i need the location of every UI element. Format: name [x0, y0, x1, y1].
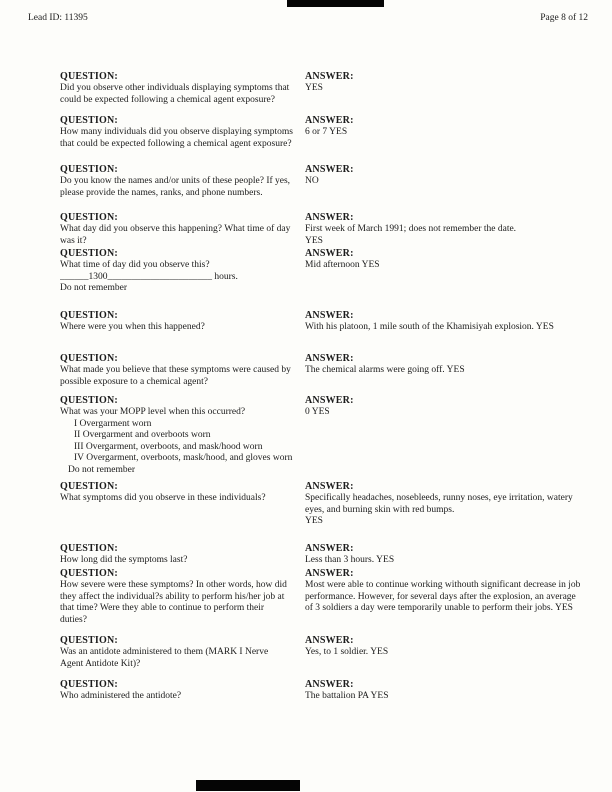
qa-block-13	[60, 679, 584, 703]
answer-text: Yes, to 1 soldier. YES	[305, 647, 389, 657]
question-text: What symptoms did you observe in these individuals?	[60, 493, 266, 503]
mopp-option-1: I Overgarment worn	[74, 418, 152, 429]
question-column	[60, 71, 305, 106]
answer-column	[305, 115, 584, 139]
answer-label: ANSWER:	[305, 679, 354, 690]
answer-label: ANSWER:	[305, 353, 354, 364]
qa-block-8	[60, 395, 584, 476]
answer-text: 0 YES	[305, 407, 330, 417]
question-label: QUESTION:	[60, 248, 118, 259]
answer-label: ANSWER:	[305, 568, 354, 579]
scan-artifact-bottom-bar	[196, 780, 300, 791]
question-label: QUESTION:	[60, 395, 118, 406]
question-text: Where were you when this happened?	[60, 321, 205, 332]
answer-column	[305, 679, 584, 703]
do-not-remember-note: Do not remember	[60, 283, 128, 293]
question-text: How severe were these symptoms? In other words, how did they affect the individual?s ability to perform his/her job at that time? Were they able to continue to perform their duties?	[60, 580, 287, 625]
question-label: QUESTION:	[60, 635, 118, 646]
answer-label: ANSWER:	[305, 635, 354, 646]
answer-label: ANSWER:	[305, 395, 354, 406]
answer-text: The chemical alarms were going off. YES	[305, 365, 465, 375]
answer-text: With his platoon, 1 mile south of the Khamisiyah explosion. YES	[305, 321, 554, 332]
lead-id: Lead ID: 11395	[28, 13, 88, 23]
question-column	[60, 248, 305, 295]
qa-block-4	[60, 212, 584, 247]
answer-column	[305, 481, 584, 528]
qa-content	[60, 71, 584, 703]
answer-text-line2: YES	[305, 235, 323, 246]
answer-label: ANSWER:	[305, 164, 354, 175]
qa-block-2	[60, 115, 584, 150]
answer-column	[305, 310, 584, 334]
question-label: QUESTION:	[60, 353, 118, 364]
question-column	[60, 353, 305, 388]
qa-block-1	[60, 71, 584, 106]
question-text: Was an antidote administered to them (MARK I Nerve Agent Antidote Kit)?	[60, 647, 269, 669]
question-column	[60, 164, 305, 199]
question-label: QUESTION:	[60, 568, 118, 579]
question-label: QUESTION:	[60, 309, 118, 321]
question-text: What day did you observe this happening? What time of day was it?	[60, 224, 291, 246]
qa-block-12	[60, 635, 584, 670]
question-label: QUESTION:	[60, 212, 118, 223]
answer-text: Most were able to continue working withouth significant decrease in job performance. However, for several days after the explosion, an average of 3 soldiers a day were temporarily unable to perform their jobs. YES	[305, 580, 581, 613]
answer-label: ANSWER:	[305, 71, 354, 82]
scan-artifact-top-bar	[287, 0, 384, 7]
question-column	[60, 635, 305, 670]
do-not-remember-note: Do not remember	[68, 464, 136, 475]
question-label: QUESTION:	[60, 679, 118, 690]
qa-block-11	[60, 568, 584, 626]
answer-label: ANSWER:	[305, 542, 354, 554]
question-column	[60, 568, 305, 626]
answer-column	[305, 71, 584, 95]
answer-text: Mid afternoon YES	[305, 260, 380, 270]
mopp-option-2: II Overgarment and overboots worn	[74, 430, 211, 440]
answer-column	[305, 635, 584, 659]
mopp-option-3: III Overgarment, overboots, and mask/hood worn	[74, 441, 263, 452]
answer-column	[305, 568, 584, 615]
question-text: What was your MOPP level when this occurred?	[60, 407, 246, 417]
question-label: QUESTION:	[60, 164, 118, 175]
question-label: QUESTION:	[60, 542, 118, 554]
answer-label: ANSWER:	[305, 481, 354, 492]
answer-column	[305, 353, 584, 377]
answer-column	[305, 543, 584, 567]
question-column	[60, 481, 305, 505]
time-fill-in-line: ______1300______________________ hours.	[60, 271, 238, 282]
answer-label: ANSWER:	[305, 248, 354, 259]
mopp-option-4: IV Overgarment, overboots, mask/hood, and gloves worn	[74, 453, 293, 463]
question-column	[60, 212, 305, 247]
question-text: Did you observe other individuals displaying symptoms that could be expected following a chemical agent exposure?	[60, 83, 290, 105]
answer-text: The battalion PA YES	[305, 691, 389, 701]
answer-text: Specifically headaches, nosebleeds, runny noses, eye irritation, watery eyes, and burning skin with red bumps.	[305, 493, 573, 515]
question-column	[60, 543, 305, 567]
question-column	[60, 679, 305, 703]
answer-text: YES	[305, 83, 323, 93]
question-text: Do you know the names and/or units of these people? If yes, please provide the names, ranks, and phone numbers.	[60, 176, 291, 198]
qa-block-9	[60, 481, 584, 528]
question-column	[60, 395, 305, 476]
answer-label: ANSWER:	[305, 309, 354, 321]
question-label: QUESTION:	[60, 481, 118, 492]
question-text: Who administered the antidote?	[60, 691, 182, 701]
qa-block-10	[60, 543, 584, 567]
document-header	[28, 13, 588, 23]
question-text: What time of day did you observe this?	[60, 260, 210, 270]
answer-text: Less than 3 hours. YES	[305, 554, 395, 565]
question-label: QUESTION:	[60, 115, 118, 126]
page-number: Page 8 of 12	[540, 13, 588, 23]
answer-text: 6 or 7 YES	[305, 127, 348, 137]
answer-column	[305, 395, 584, 419]
qa-block-6	[60, 310, 584, 334]
answer-column	[305, 248, 584, 272]
question-text: How long did the symptoms last?	[60, 554, 188, 565]
answer-label: ANSWER:	[305, 115, 354, 126]
answer-text: NO	[305, 176, 319, 186]
answer-column	[305, 164, 584, 188]
answer-text: First week of March 1991; does not remember the date.	[305, 224, 517, 234]
question-column	[60, 115, 305, 150]
answer-label: ANSWER:	[305, 212, 354, 223]
qa-block-7	[60, 353, 584, 388]
qa-block-3	[60, 164, 584, 199]
question-label: QUESTION:	[60, 71, 118, 82]
answer-text-line2: YES	[305, 516, 323, 526]
answer-column	[305, 212, 584, 247]
question-column	[60, 310, 305, 334]
question-text: How many individuals did you observe displaying symptoms that could be expected following a chemical agent exposure?	[60, 127, 294, 149]
qa-block-5	[60, 248, 584, 295]
question-text: What made you believe that these symptoms were caused by possible exposure to a chemical agent?	[60, 365, 291, 387]
